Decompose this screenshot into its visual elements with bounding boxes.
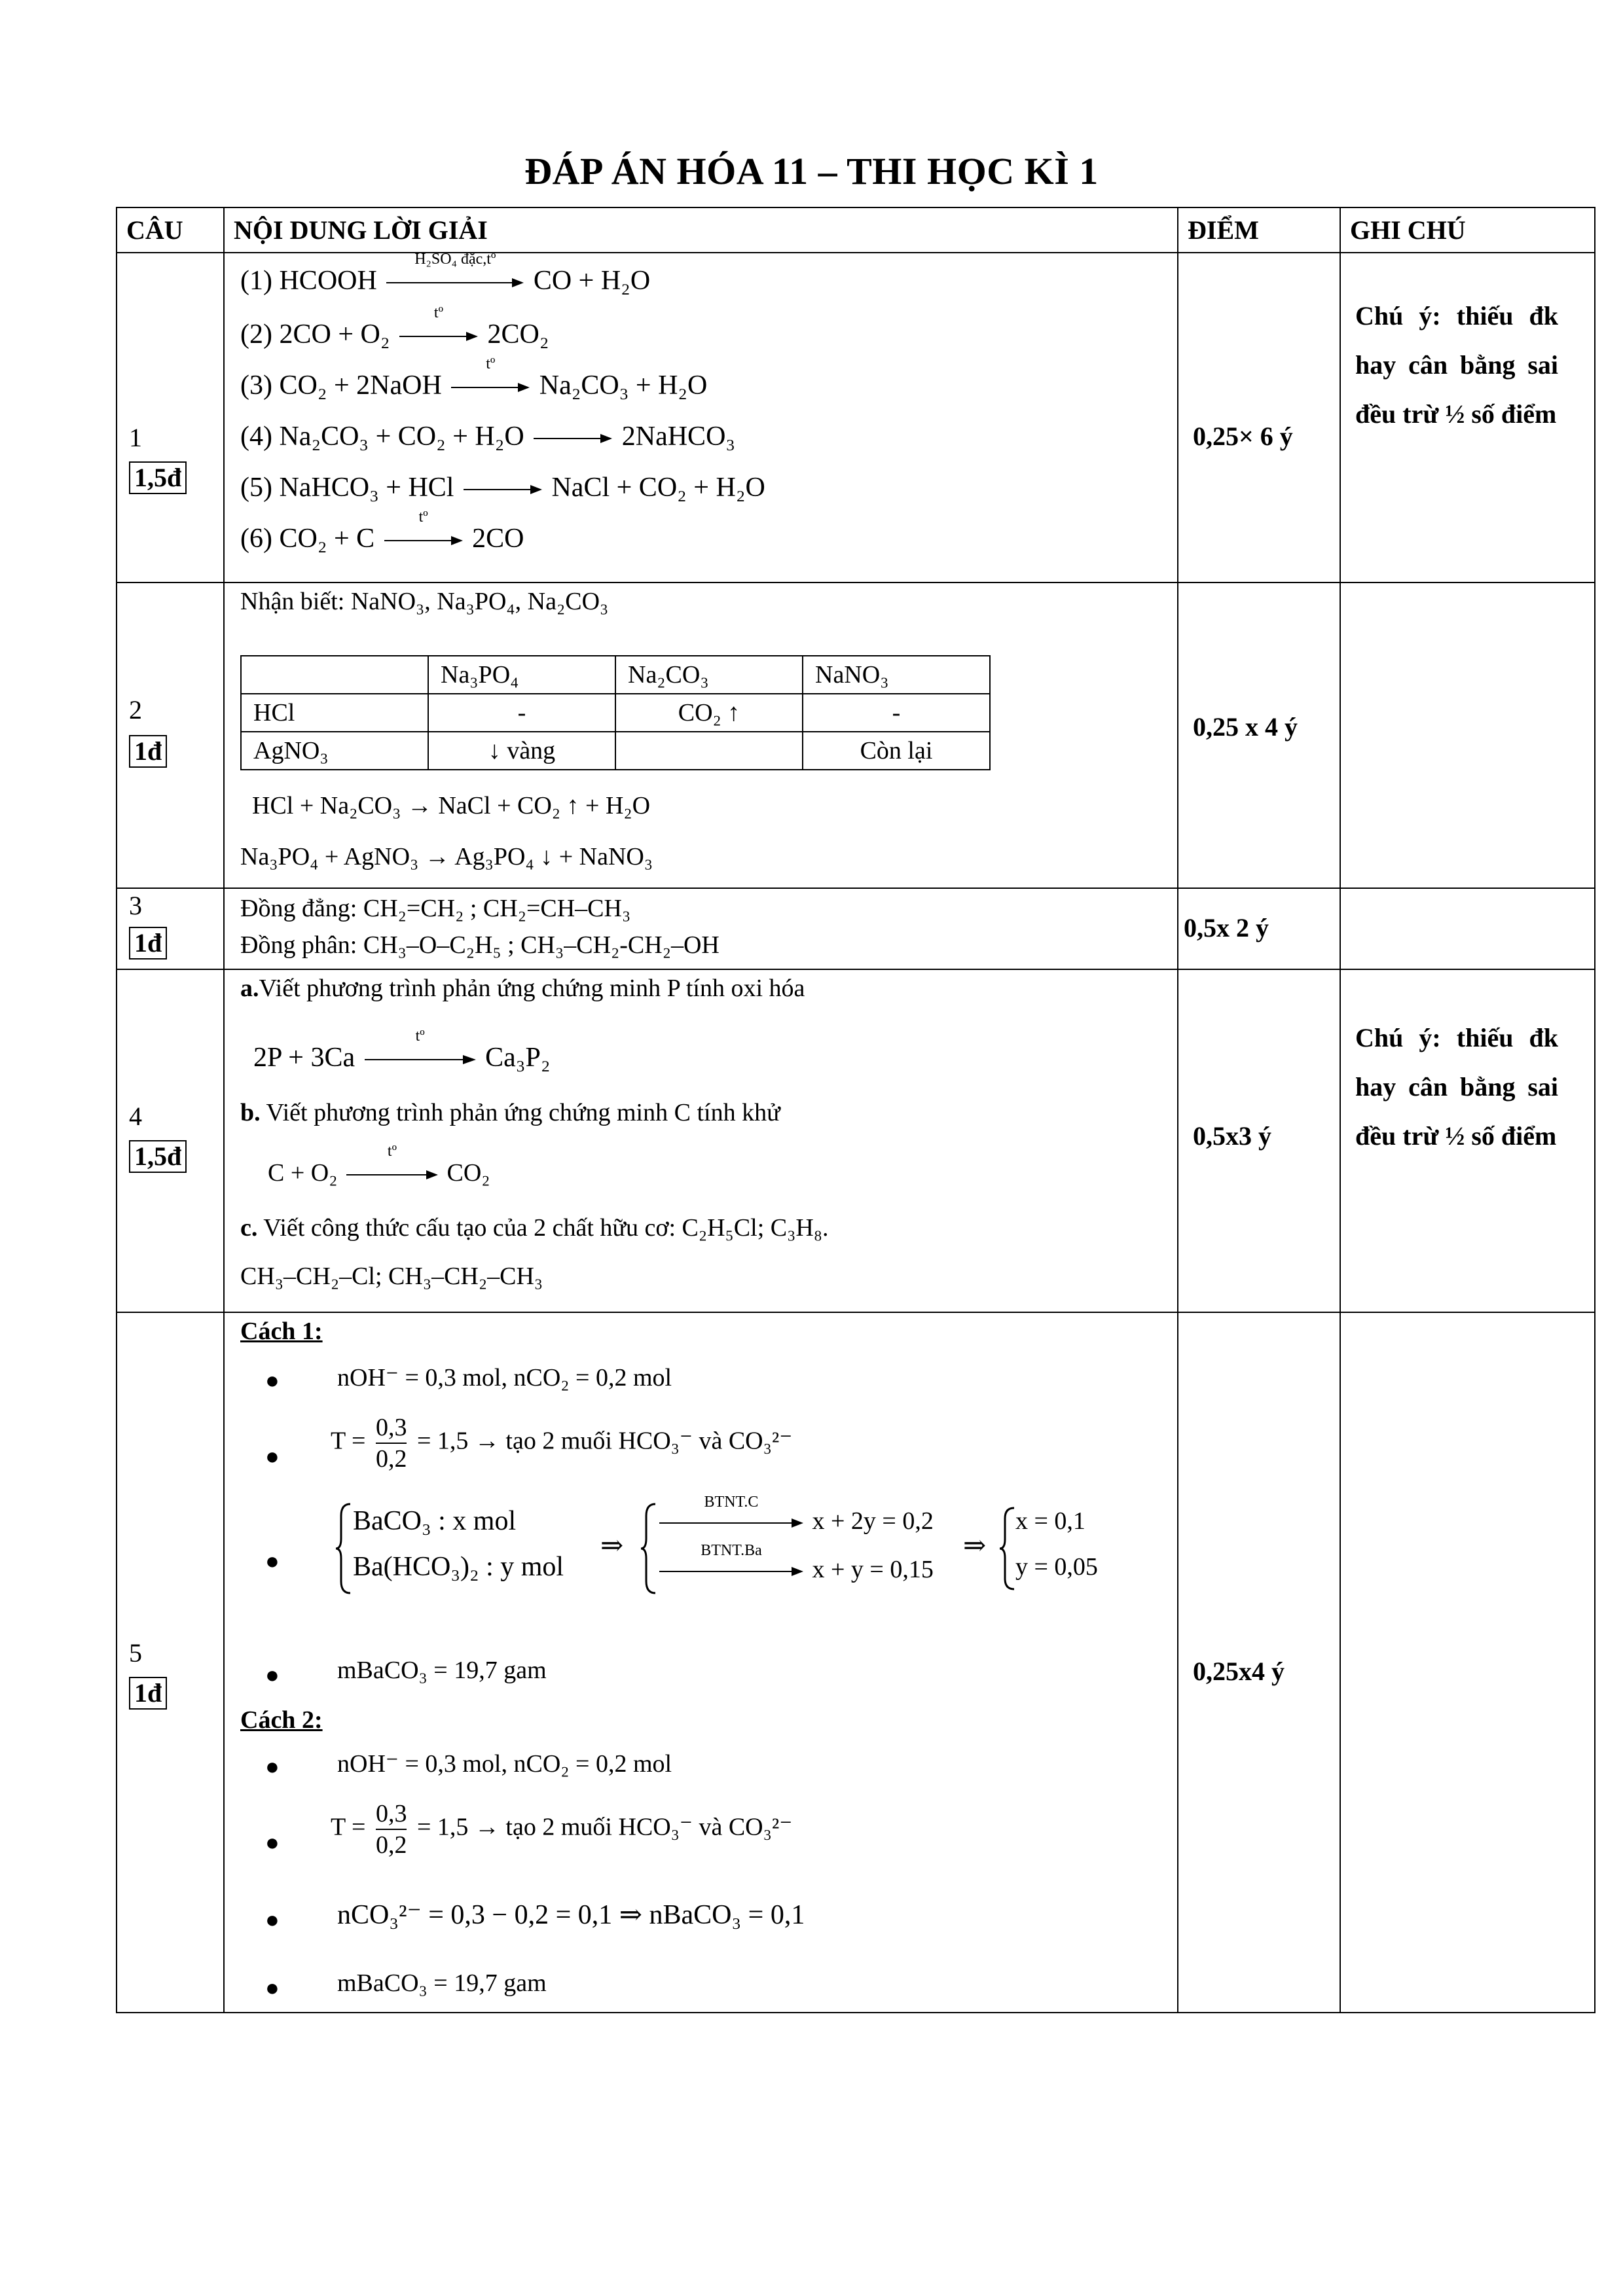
q4-score: 0,5x3 ý	[1193, 1121, 1271, 1151]
q2-score: 0,25 x 4 ý	[1193, 712, 1298, 742]
q2-hcl-label: HCl	[241, 694, 428, 732]
q2-agno3-nano3: Còn lại	[803, 732, 990, 770]
answer-table	[116, 207, 1596, 2013]
table-row-q1	[117, 253, 1595, 583]
q2-hcl-na3po4: -	[428, 694, 615, 732]
q1-score: 0,25× 6 ý	[1193, 422, 1293, 451]
q1-score-cell	[1178, 253, 1340, 583]
q5-score-cell	[1178, 1312, 1340, 2013]
q2-agno3-na2co3	[615, 732, 803, 770]
q5-method1-label: Cách 1:	[240, 1318, 323, 1345]
q1-eq6: (6) CO₂ + C tº 2CO	[240, 509, 524, 554]
q2-content	[224, 583, 1178, 888]
q4-b-text: b. Viết phương trình phản ứng chứng minh C tính khử	[240, 1099, 780, 1126]
q4-a-text: a.Viết phương trình phản ứng chứng minh P tính oxi hóa	[240, 975, 805, 1002]
q4-content	[224, 969, 1178, 1312]
q5-points: 1đ	[129, 1677, 167, 1710]
q2-intro: Nhận biết: NaNO₃, Na₃PO₄, Na₂CO₃	[240, 588, 609, 615]
q4-note: Chú ý: thiếu đk hay cân bằng sai đều trừ ½ số điểm	[1355, 1023, 1558, 1151]
q4-c-text: c. Viết công thức cấu tạo của 2 chất hữu cơ: C₂H₅Cl; C₃H₈.	[240, 1214, 829, 1242]
q5-m2-moles: nOH⁻ = 0,3 mol, nCO₂ = 0,2 mol	[337, 1750, 672, 1778]
q3-note-cell	[1340, 888, 1595, 969]
q5-m2-carbonate: nCO₃²⁻ = 0,3 − 0,2 = 0,1 ⇒ nBaCO₃ = 0,1	[337, 1900, 805, 1930]
q2-th-2: Na₂CO₃	[615, 656, 803, 694]
header-content: NỘI DUNG LỜI GIẢI	[224, 207, 1178, 253]
q4-score-cell	[1178, 969, 1340, 1312]
q3-number-cell	[117, 888, 224, 969]
q3-points: 1đ	[129, 927, 167, 960]
q2-th-0	[241, 656, 428, 694]
q5-content: Cách 1: ● nOH⁻ = 0,3 mol, nCO₂ = 0,2 mol ● T = $\frac{0,3}{0,2}$ = 1,5 → tạo 2 muối HCO₃⁻ và CO₃²⁻ ● BaCO₃ : x mol Ba(HCO₃)₂ : y mol ⇒ BTNT.C x + 2y = 0,2 BTNT.Ba x + y = 0,15 ⇒ x = 0,1 y = 0,05 ● mBaCO₃ = 19,7 gam Cách 2: ● nOH⁻ = 0,3 mol, nCO₂ = 0,2 mol ● T = $\frac{0,3}{0,2}$ = 1,5 → tạo 2 muối HCO₃⁻ và CO₃²⁻ ● nCO₃²⁻ = 0,3 − 0,2 = 0,1 ⇒ nBaCO₃ = 0,1 ● mBaCO₃ = 19,7 gam	[224, 1312, 1178, 2013]
q1-number: 1	[129, 423, 142, 452]
table-header-row	[117, 207, 1595, 253]
q5-m1-mass: mBaCO₃ = 19,7 gam	[337, 1657, 547, 1684]
header-cau: CÂU	[117, 207, 224, 253]
q2-hcl-na2co3: CO₂ ↑	[615, 694, 803, 732]
q4-note-cell	[1340, 969, 1595, 1312]
q1-eq3: (3) CO₂ + 2NaOH tº Na₂CO₃ + H₂O	[240, 355, 708, 401]
q5-number-cell	[117, 1312, 224, 2013]
q3-score-cell	[1178, 888, 1340, 969]
table-row-q2	[117, 583, 1595, 888]
q4-points: 1,5đ	[129, 1140, 187, 1173]
q4-b-eq: C + O₂ tº CO₂	[268, 1143, 490, 1187]
q1-eq4: (4) Na₂CO₃ + CO₂ + H₂O 2NaHCO₃	[240, 422, 736, 452]
q2-agno3-label: AgNO₃	[241, 732, 428, 770]
q5-m2-ratio: T = $\frac{0,3}{0,2}$ = 1,5 → tạo 2 muối HCO₃⁻ và CO₃²⁻	[331, 1800, 793, 1859]
q2-hcl-nano3: -	[803, 694, 990, 732]
q5-number: 5	[129, 1638, 142, 1668]
q2-note-cell	[1340, 583, 1595, 888]
q2-eq-b: Na₃PO₄ + AgNO₃ → Ag₃PO₄ ↓ + NaNO₃	[240, 843, 653, 870]
q4-number: 4	[129, 1102, 142, 1131]
q2-eq-a: HCl + Na₂CO₃ → NaCl + CO₂ ↑ + H₂O	[252, 792, 651, 819]
page-title: ĐÁP ÁN HÓA 11 – THI HỌC KÌ 1	[524, 150, 1099, 192]
q3-line1: Đồng đẳng: CH₂=CH₂ ; CH₂=CH–CH₃	[240, 895, 631, 922]
q4-number-cell	[117, 969, 224, 1312]
q1-note-cell	[1340, 253, 1595, 583]
q5-note-cell	[1340, 1312, 1595, 2013]
q3-content	[224, 888, 1178, 969]
q1-number-cell	[117, 253, 224, 583]
header-score: ĐIỂM	[1178, 207, 1340, 253]
q3-score: 0,5x 2 ý	[1184, 913, 1269, 942]
table-row-q4	[117, 969, 1595, 1312]
q5-m1-moles: nOH⁻ = 0,3 mol, nCO₂ = 0,2 mol	[337, 1364, 672, 1391]
q5-score: 0,25x4 ý	[1193, 1657, 1285, 1686]
q2-agno3-na3po4: ↓ vàng	[428, 732, 615, 770]
q5-method2-label: Cách 2:	[240, 1706, 323, 1734]
q2-number-cell	[117, 583, 224, 888]
q1-points: 1,5đ	[129, 461, 187, 494]
q2-identification-table	[240, 655, 991, 770]
q2-th-1: Na₃PO₄	[428, 656, 615, 694]
q1-eq2: (2) 2CO + O₂ tº 2CO₂	[240, 304, 549, 350]
q4-c-answer: CH₃–CH₂–Cl; CH₃–CH₂–CH₃	[240, 1263, 543, 1290]
q5-m1-ratio: T = $\frac{0,3}{0,2}$ = 1,5 → tạo 2 muối HCO₃⁻ và CO₃²⁻	[331, 1414, 793, 1473]
q2-score-cell	[1178, 583, 1340, 888]
table-row-q3	[117, 888, 1595, 969]
header-note: GHI CHÚ	[1340, 207, 1595, 253]
q2-th-3: NaNO₃	[803, 656, 990, 694]
q2-number: 2	[129, 695, 142, 725]
q2-points: 1đ	[129, 735, 167, 768]
q1-eq5: (5) NaHCO₃ + HCl NaCl + CO₂ + H₂O	[240, 473, 765, 503]
q1-content	[224, 253, 1178, 583]
q1-note: Chú ý: thiếu đk hay cân bằng sai đều trừ ½ số điểm	[1355, 301, 1558, 429]
table-row-q5	[117, 1312, 1595, 2013]
q3-line2: Đồng phân: CH₃–O–C₂H₅ ; CH₃–CH₂-CH₂–OH	[240, 931, 720, 959]
q5-m2-mass: mBaCO₃ = 19,7 gam	[337, 1969, 547, 1997]
q4-a-eq: 2P + 3Ca tº Ca₃P₂	[253, 1028, 551, 1073]
q1-eq1: (1) HCOOH H₂SO₄ đặc,tº CO + H₂O	[240, 251, 651, 296]
q3-number: 3	[129, 891, 142, 920]
